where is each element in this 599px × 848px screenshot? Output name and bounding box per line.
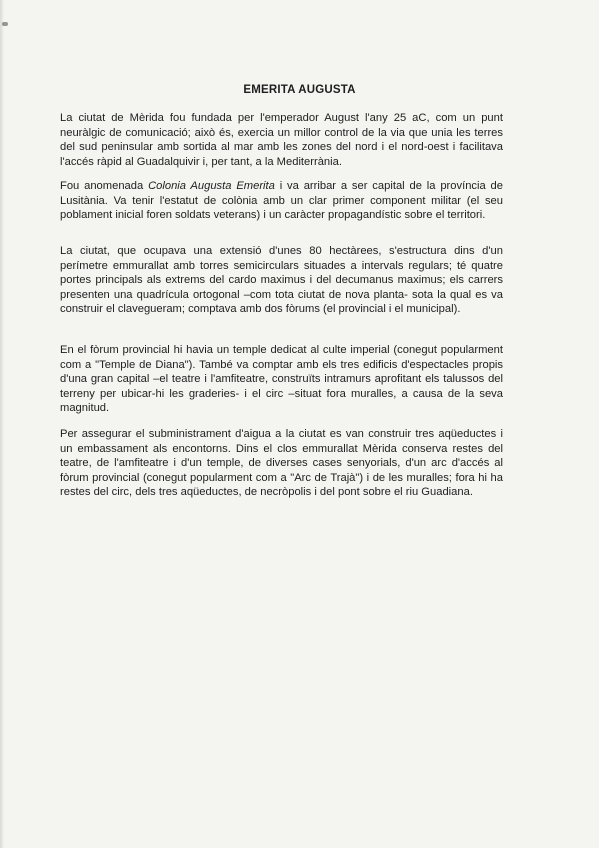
paragraph-2-rest: i va arribar a ser capital de la província de Lusitània. Va tenir l'estatut de colònia amb un clar primer component militar (el seu poblament inicial foren soldats veterans) i un caràcter propagandístic sobre el territori. [60, 180, 503, 222]
paragraph-2-italic-name: Colonia Augusta Emerita [148, 180, 275, 192]
document-title: EMERITA AUGUSTA [243, 84, 356, 96]
paragraph-1: La ciutat de Mèrida fou fundada per l'emperador August l'any 25 aC, com un punt neuràlgic de comunicació; això és, exercia un millor control de la via que unia les terres del sud peninsular amb sortida al mar amb les zones del nord i el nord-oest i facilitava l'accés ràpid al Guadalquivir i, per tant, a la Mediterrània. [60, 112, 503, 168]
scan-speck [2, 22, 8, 26]
paragraph-5: Per assegurar el subministrament d'aigua a la ciutat es van construir tres aqüeductes i un embassament als encontorns. Dins el clos emmurallat Mèrida conserva restes del teatre, de l'amfiteatre i d'un temple, de diverses cases senyorials, d'un arc d'accés al fòrum provincial (conegut popularment com a "Arc de Trajà") i de les muralles; fora hi ha restes del circ, dels tres aqüeductes, de necròpolis i del pont sobre el riu Guadiana. [60, 428, 503, 499]
paragraph-2 [60, 179, 503, 223]
scan-edge-shadow [0, 0, 4, 848]
paragraph-2-lead: Fou anomenada [60, 180, 149, 192]
paragraph-3: La ciutat, que ocupava una extensió d'unes 80 hectàrees, s'estructura dins d'un perímetre emmurallat amb torres semicirculars situades a intervals regulars; té quatre portes principals als extrems del cardo maximus i del decumanus maximus; els carrers presenten una quadrícula ortogonal –com tota ciutat de nova planta- sota la qual es va construir el clavegueram; comptava amb dos fòrums (el provincial i el municipal). [60, 245, 503, 316]
paragraph-4: En el fòrum provincial hi havia un temple dedicat al culte imperial (conegut popularment com a "Temple de Diana"). També va comptar amb els tres edificis d'espectacles propis d'una gran capital –el teatre i l'amfiteatre, construïts intramurs aprofitant els talussos del terreny per ubicar-hi les graderies- i el circ –situat fora muralles, a causa de la seva magnitud. [60, 344, 503, 415]
